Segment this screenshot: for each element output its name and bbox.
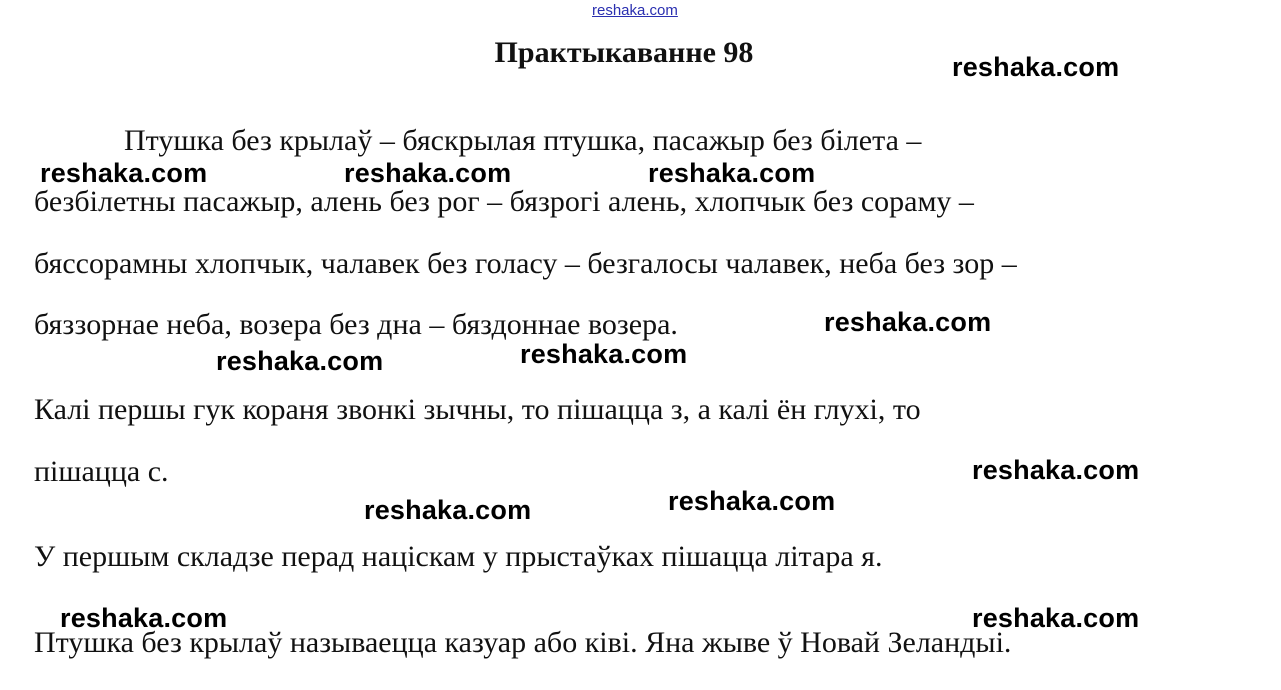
watermark: reshaka.com (824, 307, 992, 337)
paragraph-2-line-1: Калі першы гук кораня звонкі зычны, то пішацца з, а калі ён глухі, то (34, 393, 921, 426)
site-link[interactable]: reshaka.com (592, 2, 678, 19)
watermark: reshaka.com (344, 158, 512, 188)
paragraph-1-line-2: безбілетны пасажыр, алень без рог – бязрогі алень, хлопчык без сораму – (34, 185, 974, 218)
paragraph-1-line-3: бяссорамны хлопчык, чалавек без голасу – безгалосы чалавек, неба без зор – (34, 247, 1017, 280)
watermark: reshaka.com (40, 158, 208, 188)
watermark: reshaka.com (668, 486, 836, 516)
paragraph-1-line-1: Птушка без крылаў – бяскрылая птушка, пасажыр без білета – (124, 124, 922, 157)
watermark: reshaka.com (972, 455, 1140, 485)
watermark: reshaka.com (60, 603, 228, 633)
watermark: reshaka.com (216, 346, 384, 376)
watermark: reshaka.com (972, 603, 1140, 633)
paragraph-3-line-1: У першым складзе перад націскам у прыстаўках пішацца літара я. (34, 540, 883, 573)
paragraph-2-line-2: пішацца с. (34, 455, 169, 488)
paragraph-1-line-4: бяззорнае неба, возера без дна – бяздоннае возера. (34, 308, 678, 341)
watermark: reshaka.com (364, 495, 532, 525)
watermark: reshaka.com (952, 52, 1120, 82)
paragraph-4-line-1: Птушка без крылаў называецца казуар або ківі. Яна жыве ў Новай Зеландыі. (34, 626, 1012, 659)
page-title: Практыкаванне 98 (494, 36, 754, 69)
watermark: reshaka.com (520, 339, 688, 369)
watermark: reshaka.com (648, 158, 816, 188)
